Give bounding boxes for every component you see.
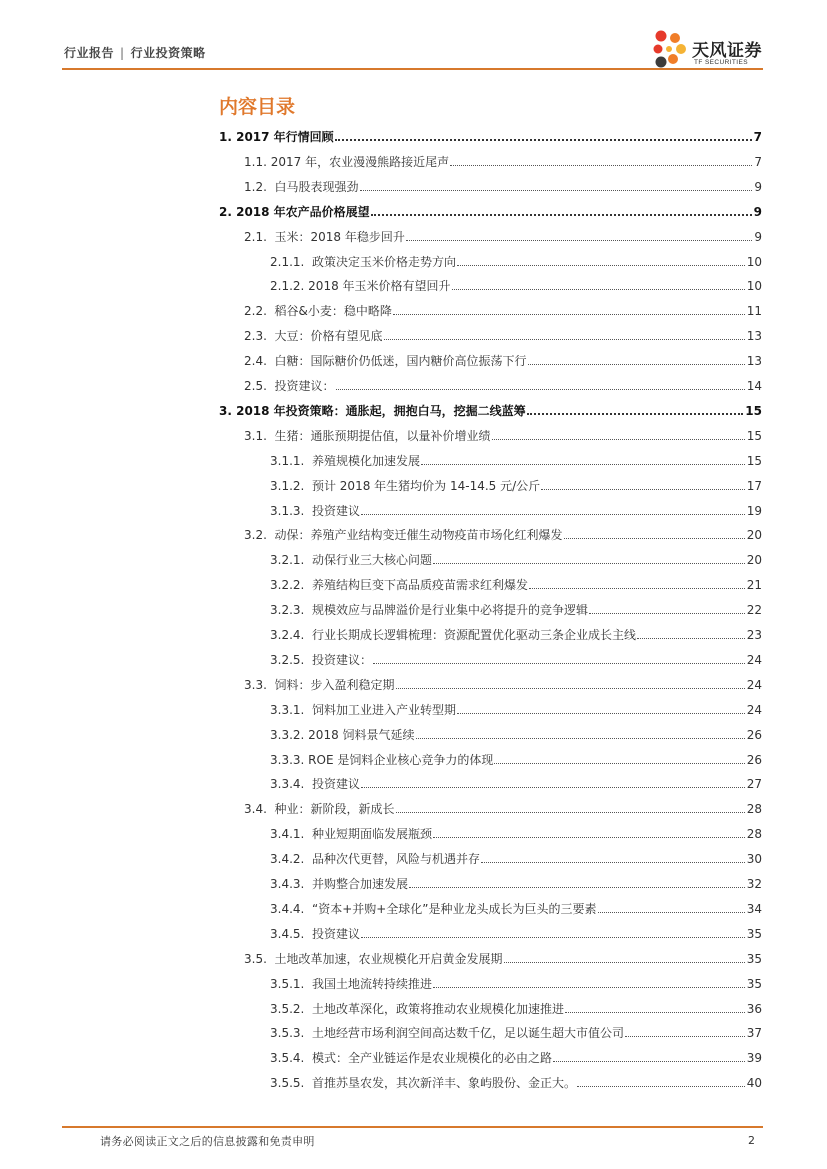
toc-dot-leader	[589, 612, 745, 614]
toc-dot-leader	[528, 363, 745, 365]
toc-entry[interactable]	[0, 403, 762, 419]
toc-entry-page: 36	[746, 1001, 762, 1016]
toc-entry-number: 2.2.	[244, 304, 275, 319]
toc-entry-number: 1.2.	[244, 179, 275, 194]
toc-entry-number: 3.2.5.	[270, 652, 312, 667]
toc-entry-page: 26	[746, 727, 762, 742]
toc-dot-leader	[598, 911, 745, 913]
page-number: 2	[748, 1134, 755, 1147]
toc-entry[interactable]	[0, 453, 762, 469]
report-category: 行业报告	[64, 46, 115, 60]
toc-entry-number: 3.1.	[244, 428, 275, 443]
toc-entry-page: 26	[746, 752, 762, 767]
toc-dot-leader	[565, 1011, 745, 1013]
header-divider	[62, 68, 763, 70]
toc-entry-number: 3.4.4.	[270, 901, 312, 916]
toc-entry-page: 30	[746, 852, 762, 867]
toc-entry-page: 10	[746, 254, 762, 269]
toc-entry-page: 24	[746, 677, 762, 692]
toc-entry-page: 13	[746, 354, 762, 369]
toc-entry-number: 3.2.2.	[270, 578, 312, 593]
toc-entry[interactable]	[0, 229, 762, 245]
brand-logo	[652, 27, 766, 71]
toc-entry-number: 2.1.	[244, 229, 275, 244]
header-separator: |	[120, 46, 125, 60]
toc-dot-leader	[492, 438, 745, 440]
toc-entry-page: 35	[746, 976, 762, 991]
toc-entry-title: 2017 年，农业漫漫熊路接近尾声	[270, 154, 450, 169]
toc-dot-leader	[396, 687, 745, 689]
toc-dot-leader	[577, 1085, 745, 1087]
toc-entry-title: 生猪：通胀预期提估值，以量补价增业绩	[274, 428, 491, 443]
toc-entry[interactable]	[0, 1025, 762, 1041]
toc-entry-title: 我国土地流转持续推进	[311, 976, 432, 991]
toc-entry-page: 13	[746, 329, 762, 344]
toc-dot-leader	[457, 712, 745, 714]
footer-divider	[62, 1126, 763, 1128]
toc-entry[interactable]	[0, 976, 762, 992]
toc-entry[interactable]	[0, 303, 762, 319]
toc-entry-title: 白马股表现强劲	[274, 179, 359, 194]
toc-entry-number: 3.2.1.	[270, 553, 312, 568]
toc-dot-leader	[433, 562, 745, 564]
toc-entry[interactable]	[0, 129, 762, 145]
toc-entry-title: 投资建议：	[311, 652, 372, 667]
toc-entry-title: 稻谷&小麦：稳中略降	[274, 304, 392, 319]
toc-entry-title: 养殖结构巨变下高品质疫苗需求红利爆发	[311, 578, 528, 593]
toc-entry-number: 2.1.1.	[270, 254, 312, 269]
toc-entry-title: 动保：养殖产业结构变迁催生动物疫苗市场化红利爆发	[274, 528, 563, 543]
toc-entry-number: 2.5.	[244, 379, 275, 393]
toc-entry-title: 饲料加工业进入产业转型期	[311, 702, 456, 717]
toc-entry-page: 20	[746, 528, 762, 543]
toc-dot-leader	[564, 537, 745, 539]
toc-entry-title: 并购整合加速发展	[311, 877, 408, 891]
toc-entry-page: 7	[754, 154, 762, 169]
report-header	[64, 44, 206, 61]
toc-entry[interactable]	[0, 577, 762, 593]
toc-entry-page: 23	[746, 628, 762, 642]
toc-entry-number: 3.4.	[244, 802, 275, 817]
toc-dot-leader	[504, 961, 745, 963]
toc-entry-page: 37	[746, 1026, 762, 1041]
toc-entry[interactable]	[0, 677, 762, 693]
toc-entry-number: 3.3.2.	[270, 727, 309, 742]
toc-dot-leader	[373, 662, 745, 664]
toc-entry-title: 土地改革加速，农业规模化开启黄金发展期	[274, 951, 503, 966]
toc-entry-number: 3.2.4.	[270, 628, 312, 642]
toc-entry-page: 9	[754, 229, 762, 244]
toc-entry-title: 2018 饲料景气延续	[308, 727, 415, 742]
toc-entry[interactable]	[0, 552, 762, 568]
toc-entry-page: 39	[746, 1051, 762, 1066]
toc-entry-title: 投资建议	[311, 777, 360, 792]
toc-entry-page: 24	[746, 652, 762, 667]
toc-entry[interactable]	[0, 926, 762, 942]
toc-entry[interactable]	[0, 428, 762, 444]
toc-entry-page: 20	[746, 553, 762, 568]
toc-entry-page: 32	[746, 877, 762, 891]
toc-entry-title: 动保行业三大核心问题	[311, 553, 432, 568]
toc-dot-leader	[529, 587, 745, 589]
toc-entry-number: 3.5.	[244, 951, 275, 966]
toc-entry-number: 3.3.3.	[270, 752, 309, 767]
toc-dot-leader	[384, 338, 745, 340]
toc-entry[interactable]	[0, 1001, 762, 1017]
toc-entry-number: 3.2.3.	[270, 603, 312, 618]
toc-entry-page: 9	[754, 179, 762, 194]
brand-name-cn: 天风证券	[692, 41, 762, 61]
toc-dot-leader	[541, 488, 745, 490]
toc-entry-page: 40	[746, 1076, 762, 1091]
toc-entry-number: 3.4.3.	[270, 877, 312, 891]
toc-entry-number: 2.1.2.	[270, 279, 309, 294]
toc-entry-page: 35	[746, 951, 762, 966]
toc-entry-title: 政策决定玉米价格走势方向	[311, 254, 456, 269]
toc-entry-number: 3.5.5.	[270, 1076, 312, 1091]
toc-dot-leader	[637, 637, 745, 639]
toc-entry-number: 2.3.	[244, 329, 275, 344]
toc-entry[interactable]	[0, 353, 762, 369]
toc-entry-number: 3.	[219, 403, 237, 418]
flower-logo-icon	[652, 27, 692, 71]
toc-entry[interactable]	[0, 1075, 762, 1091]
toc-entry[interactable]	[0, 204, 762, 220]
toc-entry-number: 3.4.1.	[270, 827, 312, 842]
toc-entry[interactable]	[0, 727, 762, 743]
toc-entry[interactable]	[0, 602, 762, 618]
toc-entry-title: 2018 年农产品价格展望	[236, 204, 370, 219]
toc-entry-number: 3.3.1.	[270, 702, 312, 717]
toc-entry-page: 17	[746, 478, 762, 493]
toc-entry-page: 15	[746, 453, 762, 468]
toc-entry-title: 饲料：步入盈利稳定期	[274, 677, 395, 692]
toc-entry-title: 投资建议：	[274, 379, 335, 393]
toc-entry-number: 3.5.4.	[270, 1051, 312, 1066]
toc-entry-page: 24	[746, 702, 762, 717]
toc-entry-number: 3.4.2.	[270, 852, 312, 867]
toc-entry-title: 白糖：国际糖价仍低迷，国内糖价高位振荡下行	[274, 354, 527, 369]
toc-entry[interactable]	[0, 752, 762, 768]
toc-dot-leader	[393, 313, 745, 315]
toc-entry-page: 22	[746, 603, 762, 618]
toc-entry[interactable]	[0, 328, 762, 344]
toc-dot-leader	[361, 513, 745, 515]
toc-entry-title: 品种次代更替，风险与机遇并存	[311, 852, 480, 867]
toc-dot-leader	[361, 936, 745, 938]
toc-dot-leader	[371, 213, 752, 216]
toc-entry-title: 模式：全产业链运作是农业规模化的必由之路	[311, 1051, 552, 1066]
toc-dot-leader	[406, 239, 752, 241]
toc-entry[interactable]	[0, 876, 762, 892]
toc-entry-number: 3.1.2.	[270, 478, 312, 493]
toc-dot-leader	[361, 786, 745, 788]
toc-dot-leader	[481, 861, 745, 863]
toc-entry-title: 预计 2018 年生猪均价为 14-14.5 元/公斤	[311, 478, 541, 493]
toc-entry-number: 3.1.1.	[270, 453, 312, 468]
toc-entry-number: 3.5.1.	[270, 976, 312, 991]
toc-entry-page: 15	[746, 428, 762, 443]
toc-entry[interactable]	[0, 527, 762, 543]
toc-entry-number: 3.3.4.	[270, 777, 312, 792]
toc-dot-leader	[625, 1035, 745, 1037]
toc-dot-leader	[421, 463, 745, 465]
toc-entry-title: 2017 年行情回顾	[236, 130, 334, 144]
toc-entry[interactable]	[0, 254, 762, 270]
toc-entry[interactable]	[0, 1050, 762, 1066]
toc-entry-page: 11	[746, 304, 762, 319]
toc-title: 内容目录	[219, 96, 296, 118]
footer-disclaimer: 请务必阅读正文之后的信息披露和免责申明	[100, 1135, 315, 1148]
toc-dot-leader	[416, 737, 745, 739]
toc-dot-leader	[336, 388, 745, 390]
toc-entry-title: 行业长期成长逻辑梳理：资源配置优化驱动三条企业成长主线	[311, 628, 636, 642]
toc-entry[interactable]	[0, 801, 762, 817]
toc-entry-page: 27	[746, 777, 762, 792]
toc-entry[interactable]	[0, 278, 762, 294]
toc-entry[interactable]	[0, 179, 762, 195]
toc-dot-leader	[452, 288, 745, 290]
toc-dot-leader	[494, 762, 744, 764]
toc-entry-title: ROE 是饲料企业核心竞争力的体现	[308, 752, 494, 767]
toc-entry-title: 玉米：2018 年稳步回升	[274, 229, 405, 244]
toc-entry-title: 种业：新阶段，新成长	[274, 802, 395, 817]
toc-entry-number: 1.	[219, 130, 237, 144]
toc-entry-number: 3.5.2.	[270, 1001, 312, 1016]
toc-dot-leader	[527, 412, 744, 415]
toc-entry[interactable]	[0, 378, 762, 394]
toc-entry-number: 3.4.5.	[270, 926, 312, 941]
toc-entry-title: 投资建议	[311, 503, 360, 518]
toc-entry[interactable]	[0, 652, 762, 668]
toc-dot-leader	[409, 886, 745, 888]
toc-entry-page: 28	[746, 827, 762, 842]
toc-entry-number: 3.1.3.	[270, 503, 312, 518]
toc-entry-page: 7	[753, 130, 762, 144]
toc-dot-leader	[335, 138, 752, 141]
toc-entry-title: 土地经营市场利润空间高达数千亿，足以诞生超大市值公司	[311, 1026, 624, 1041]
toc-entry-page: 19	[746, 503, 762, 518]
report-subcategory: 行业投资策略	[130, 46, 206, 60]
toc-entry-title: 2018 年玉米价格有望回升	[308, 279, 451, 294]
toc-entry-page: 21	[746, 578, 762, 593]
toc-entry-title: “资本+并购+全球化”是种业龙头成长为巨头的三要素	[311, 901, 597, 916]
toc-entry-page: 35	[746, 926, 762, 941]
toc-entry-page: 28	[746, 802, 762, 817]
toc-entry-number: 3.2.	[244, 528, 275, 543]
toc-entry-number: 2.4.	[244, 354, 275, 369]
toc-entry-page: 34	[746, 901, 762, 916]
toc-entry-title: 种业短期面临发展瓶颈	[311, 827, 432, 842]
toc-dot-leader	[433, 836, 745, 838]
toc-entry-title: 土地改革深化，政策将推动农业规模化加速推进	[311, 1001, 564, 1016]
toc-dot-leader	[450, 164, 752, 166]
toc-entry-title: 大豆：价格有望见底	[274, 329, 383, 344]
toc-entry-page: 10	[746, 279, 762, 294]
toc-entry-number: 1.1.	[244, 154, 271, 169]
toc-entry-number: 2.	[219, 204, 237, 219]
toc-entry-page: 15	[745, 403, 762, 418]
toc-entry[interactable]	[0, 776, 762, 792]
toc-entry-title: 规模效应与品牌溢价是行业集中必将提升的竞争逻辑	[311, 603, 588, 618]
toc-entry[interactable]	[0, 478, 762, 494]
toc-entry[interactable]	[0, 154, 762, 170]
brand-name-en: TF SECURITIES	[694, 59, 748, 66]
toc-entry-title: 投资建议	[311, 926, 360, 941]
toc-dot-leader	[396, 811, 745, 813]
toc-entry-title: 养殖规模化加速发展	[311, 453, 420, 468]
toc-entry-page: 14	[746, 379, 762, 393]
toc-entry[interactable]	[0, 851, 762, 867]
toc-entry[interactable]	[0, 901, 762, 917]
toc-dot-leader	[360, 189, 753, 191]
toc-entry[interactable]	[0, 826, 762, 842]
toc-entry[interactable]	[0, 702, 762, 718]
toc-entry[interactable]	[0, 627, 762, 643]
toc-entry-title: 首推苏垦农发，其次新洋丰、象屿股份、金正大。	[311, 1076, 576, 1091]
toc-entry-page: 9	[753, 204, 762, 219]
toc-entry[interactable]	[0, 503, 762, 519]
toc-entry-number: 3.5.3.	[270, 1026, 312, 1041]
toc-entry-title: 2018 年投资策略：通胀起，拥抱白马，挖掘二线蓝筹	[236, 403, 526, 418]
toc-dot-leader	[457, 264, 745, 266]
toc-dot-leader	[553, 1060, 745, 1062]
toc-entry[interactable]	[0, 951, 762, 967]
toc-entry-number: 3.3.	[244, 677, 275, 692]
toc-dot-leader	[433, 986, 745, 988]
